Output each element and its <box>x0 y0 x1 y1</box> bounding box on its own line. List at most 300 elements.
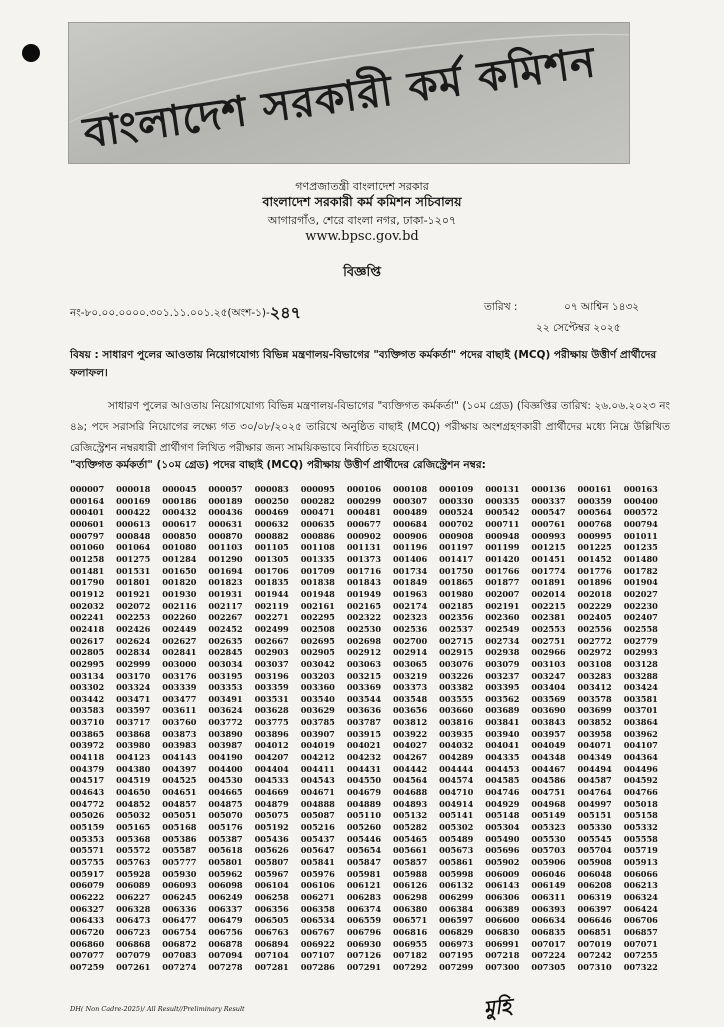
registration-number: 005572 <box>116 845 151 856</box>
registration-number: 003611 <box>162 705 197 716</box>
registration-number: 000018 <box>116 484 151 494</box>
signature: মুহি <box>482 993 513 1021</box>
registration-number: 007104 <box>254 950 289 961</box>
registration-number: 001196 <box>392 542 428 553</box>
registration-number: 004530 <box>208 775 243 786</box>
registration-number: 005151 <box>577 810 612 821</box>
registration-number: 002779 <box>623 635 658 646</box>
registration-number: 002295 <box>300 612 335 623</box>
registration-number: 007310 <box>577 961 612 972</box>
registration-number: 003717 <box>116 717 151 728</box>
registration-number: 001480 <box>623 553 658 564</box>
registration-number: 006126 <box>392 880 428 891</box>
registration-number: 004442 <box>392 763 428 774</box>
registration-number: 006079 <box>70 880 105 891</box>
registration-number: 004671 <box>300 787 335 798</box>
body-paragraph: সাধারণ পুলের আওতায় নিয়োগযোগ্য বিভিন্ন মন্ত্রণালয়-বিভাগের "ব্যক্তিগত কর্মকর্তা" (১০ম গ্রেড) (বিজ্ঞপ্তির তারিখ: ২৬.০৬.২০২৩ নং ৪৯; পদে সরাসরি নিয়োগের লক্ষ্যে গত ৩০/০৮/২০২৫ তারিখে অনুষ্ঠিত বাছাই (MCQ) পরীক্ষায় অংশগ্রহণকারী প্রার্থীদের মধ্যে নিম্নে উল্লিখিত রেজিস্ট্রেশন নম্বরধারী প্রার্থীগণ লিখিত পরীক্ষার জন্য সাময়িকভাবে নির্বাচিত হয়েছেন। <box>70 400 670 454</box>
registration-number: 003373 <box>392 682 428 693</box>
registration-number: 002322 <box>346 612 382 623</box>
registration-number: 000169 <box>116 495 151 506</box>
registration-number: 003196 <box>254 670 289 681</box>
registration-number: 005913 <box>623 857 658 867</box>
registration-number: 003701 <box>623 705 658 716</box>
registration-number: 002072 <box>116 600 151 611</box>
registration-number: 004519 <box>116 775 151 786</box>
registration-number: 005032 <box>116 810 151 821</box>
registration-number: 005026 <box>70 810 105 821</box>
registration-number: 005807 <box>254 857 289 867</box>
registration-number: 005673 <box>439 845 474 856</box>
registration-number: 007291 <box>346 961 382 972</box>
registration-number: 005282 <box>392 822 428 833</box>
registration-number: 006829 <box>439 926 474 937</box>
registration-number: 000542 <box>485 507 520 518</box>
registration-number: 004496 <box>623 763 658 774</box>
registration-number: 003283 <box>577 670 612 681</box>
registration-number: 006991 <box>485 938 520 949</box>
registration-number: 003597 <box>116 705 151 716</box>
registration-number: 006258 <box>254 891 289 902</box>
registration-number: 007286 <box>300 961 335 972</box>
registration-number: 006380 <box>392 903 428 914</box>
registration-number: 007259 <box>70 961 105 972</box>
registration-number: 000768 <box>577 518 612 529</box>
registration-number: 000307 <box>392 495 428 506</box>
registration-number: 003868 <box>116 728 151 739</box>
registration-number: 002253 <box>116 612 151 623</box>
registration-number: 004914 <box>439 798 474 809</box>
registration-number: 001131 <box>346 542 382 553</box>
registration-number: 000422 <box>116 507 151 518</box>
registration-number: 001709 <box>300 565 335 576</box>
registration-number: 001790 <box>70 577 105 588</box>
registration-number: 006796 <box>346 926 382 937</box>
registration-number: 003689 <box>485 705 520 716</box>
registration-number: 001531 <box>116 565 151 576</box>
registration-number: 002912 <box>346 647 382 658</box>
registration-number: 004289 <box>439 752 474 763</box>
registration-number: 006835 <box>531 926 566 937</box>
registration-number: 002751 <box>531 635 566 646</box>
registration-number: 000993 <box>531 530 566 541</box>
registration-number: 006723 <box>116 926 151 937</box>
registration-number: 000109 <box>439 484 474 494</box>
registration-number: 006319 <box>577 891 612 902</box>
registration-number: 006424 <box>623 903 658 914</box>
registration-number: 002635 <box>208 635 243 646</box>
registration-number: 003491 <box>208 693 243 704</box>
registration-number: 007079 <box>116 950 151 961</box>
registration-number: 005489 <box>439 833 474 844</box>
registration-number: 002715 <box>439 635 474 646</box>
registration-number: 004012 <box>254 740 289 751</box>
registration-number: 005755 <box>70 857 105 867</box>
registration-number: 002536 <box>392 623 428 634</box>
registration-number: 001843 <box>346 577 382 588</box>
registration-number: 002972 <box>577 647 612 658</box>
registration-number: 004889 <box>346 798 382 809</box>
registration-number: 007292 <box>392 961 428 972</box>
registration-number: 004710 <box>439 787 474 798</box>
registration-number: 005530 <box>531 833 566 844</box>
registration-number: 002215 <box>531 600 566 611</box>
registration-number: 006505 <box>254 915 289 926</box>
registration-number: 004968 <box>531 798 566 809</box>
registration-number: 001373 <box>346 553 382 564</box>
registration-number: 005981 <box>346 868 382 879</box>
registration-number: 002695 <box>300 635 335 646</box>
registration-number: 004766 <box>623 787 658 798</box>
registration-number: 004517 <box>70 775 105 786</box>
registration-number: 007017 <box>531 938 566 949</box>
registration-number: 006860 <box>70 938 105 949</box>
commission-banner <box>68 22 630 164</box>
registration-number-grid <box>70 484 670 974</box>
registration-number: 001865 <box>439 577 474 588</box>
registration-number: 003302 <box>70 682 105 693</box>
registration-number: 002530 <box>346 623 382 634</box>
registration-number: 004574 <box>439 775 474 786</box>
registration-number: 006868 <box>116 938 151 949</box>
registration-number: 005216 <box>300 822 335 833</box>
registration-number: 003578 <box>577 693 612 704</box>
registration-number: 003170 <box>116 670 151 681</box>
registration-number: 001694 <box>208 565 243 576</box>
registration-number: 000282 <box>300 495 335 506</box>
registration-number: 003219 <box>392 670 428 681</box>
registration-number: 000906 <box>392 530 428 541</box>
registration-number: 007242 <box>577 950 612 961</box>
registration-number: 003203 <box>300 670 335 681</box>
registration-number: 003353 <box>208 682 243 693</box>
registration-number: 005149 <box>531 810 566 821</box>
registration-number: 005165 <box>116 822 151 833</box>
registration-number: 006358 <box>300 903 335 914</box>
registration-number: 003812 <box>392 717 428 728</box>
registration-number: 001199 <box>485 542 520 553</box>
registration-number: 000401 <box>70 507 105 518</box>
registration-number: 003103 <box>531 658 566 669</box>
registration-number: 003128 <box>623 658 658 669</box>
registration-number: 000632 <box>254 518 289 529</box>
registration-number: 001948 <box>300 588 335 599</box>
registration-number: 004380 <box>116 763 151 774</box>
registration-number: 004400 <box>208 763 243 774</box>
registration-number: 006534 <box>300 915 335 926</box>
registration-number: 002267 <box>208 612 243 623</box>
registration-number: 000850 <box>162 530 197 541</box>
registration-number: 001750 <box>439 565 474 576</box>
registration-number: 002360 <box>485 612 520 623</box>
registration-number: 001105 <box>254 542 289 553</box>
registration-number: 001930 <box>162 588 197 599</box>
registration-number: 002407 <box>623 612 658 623</box>
registration-number: 004467 <box>531 763 566 774</box>
registration-number: 003395 <box>485 682 520 693</box>
registration-number: 004643 <box>70 787 105 798</box>
registration-number: 004585 <box>485 775 520 786</box>
registration-number: 006271 <box>300 891 335 902</box>
registration-number: 003890 <box>208 728 243 739</box>
registration-number: 003962 <box>623 728 658 739</box>
registration-number: 005368 <box>116 833 151 844</box>
registration-number: 004650 <box>116 787 151 798</box>
registration-number: 006384 <box>439 903 474 914</box>
registration-number: 004592 <box>623 775 658 786</box>
registration-number: 005661 <box>392 845 428 856</box>
registration-number: 003555 <box>439 693 474 704</box>
registration-number: 002230 <box>623 600 658 611</box>
registration-number: 001290 <box>208 553 243 564</box>
registration-number: 003699 <box>577 705 612 716</box>
registration-number: 000045 <box>162 484 197 494</box>
registration-number: 003785 <box>300 717 335 728</box>
registration-number: 003324 <box>116 682 151 693</box>
registration-number: 004679 <box>346 787 382 798</box>
registration-number: 002624 <box>116 635 151 646</box>
registration-number: 003424 <box>623 682 658 693</box>
registration-number: 003215 <box>346 670 382 681</box>
registration-number: 003288 <box>623 670 658 681</box>
registration-number: 001452 <box>577 553 612 564</box>
registration-number: 005323 <box>531 822 566 833</box>
registration-number: 005141 <box>439 810 474 821</box>
registration-number: 006104 <box>254 880 289 891</box>
registration-number: 000677 <box>346 518 382 529</box>
registration-number: 004852 <box>116 798 151 809</box>
registration-number: 000613 <box>116 518 151 529</box>
registration-number: 002499 <box>254 623 289 634</box>
registration-number: 005386 <box>162 833 197 844</box>
registration-number: 004587 <box>577 775 612 786</box>
registration-number: 006132 <box>439 880 474 891</box>
registration-number: 003980 <box>116 740 151 751</box>
registration-number: 001011 <box>623 530 658 541</box>
registration-number: 006477 <box>162 915 197 926</box>
registration-number: 005587 <box>162 845 197 856</box>
registration-number: 003037 <box>254 658 289 669</box>
registration-number: 001896 <box>577 577 612 588</box>
registration-number: 001877 <box>485 577 520 588</box>
registration-number: 006646 <box>577 915 612 926</box>
registration-number: 006213 <box>623 880 658 891</box>
registration-number: 002405 <box>577 612 612 623</box>
registration-number: 004364 <box>623 752 658 763</box>
registration-number: 006327 <box>70 903 105 914</box>
registration-number: 006720 <box>70 926 105 937</box>
registration-number: 007300 <box>485 961 520 972</box>
date-bangla: ০৭ আশ্বিন ১৪৩২ <box>564 301 640 313</box>
registration-number: 003660 <box>439 705 474 716</box>
registration-number: 002617 <box>70 635 105 646</box>
registration-number: 004349 <box>577 752 612 763</box>
registration-number: 002452 <box>208 623 243 634</box>
registration-number: 003690 <box>531 705 566 716</box>
registration-number: 003628 <box>254 705 289 716</box>
registration-number: 007278 <box>208 961 243 972</box>
registration-number: 004232 <box>346 752 382 763</box>
registration-number: 002027 <box>623 588 658 599</box>
registration-number: 003360 <box>300 682 335 693</box>
registration-number: 007305 <box>531 961 566 972</box>
registration-number: 004550 <box>346 775 382 786</box>
registration-number: 003841 <box>485 717 520 728</box>
registration-number: 004021 <box>346 740 382 751</box>
registration-number: 001481 <box>70 565 105 576</box>
registration-number: 004335 <box>485 752 520 763</box>
registration-number: 003983 <box>162 740 197 751</box>
registration-number: 003548 <box>392 693 428 704</box>
registration-number: 006222 <box>70 891 105 902</box>
registration-number: 006106 <box>300 880 335 891</box>
registration-number: 000908 <box>439 530 474 541</box>
registration-number: 003940 <box>485 728 520 739</box>
registration-number: 001284 <box>162 553 197 564</box>
registration-number: 004107 <box>623 740 658 751</box>
registration-number: 000601 <box>70 518 105 529</box>
registration-number: 002229 <box>577 600 612 611</box>
registration-number: 007195 <box>439 950 474 961</box>
registration-number: 005626 <box>254 845 289 856</box>
registration-number: 006048 <box>577 868 612 879</box>
registration-number: 007322 <box>623 961 658 972</box>
registration-number: 004751 <box>531 787 566 798</box>
registration-number: 005967 <box>254 868 289 879</box>
registration-number: 004879 <box>254 798 289 809</box>
registration-number: 002449 <box>162 623 197 634</box>
registration-number: 004746 <box>485 787 520 798</box>
registration-number: 000848 <box>116 530 151 541</box>
registration-number: 006559 <box>346 915 382 926</box>
registration-number: 000057 <box>208 484 243 494</box>
registration-number: 002698 <box>346 635 382 646</box>
registration-number: 003247 <box>531 670 566 681</box>
registration-number: 005558 <box>623 833 658 844</box>
registration-number: 006754 <box>162 926 197 937</box>
registration-number: 006208 <box>577 880 612 891</box>
registration-number: 004564 <box>392 775 428 786</box>
registration-number: 004212 <box>300 752 335 763</box>
registration-number: 000108 <box>392 484 428 494</box>
registration-number: 004411 <box>300 763 335 774</box>
registration-number: 002993 <box>623 647 658 658</box>
registration-number: 001420 <box>485 553 520 564</box>
registration-number: 007094 <box>208 950 243 961</box>
registration-number: 001801 <box>116 577 151 588</box>
registration-number: 003656 <box>392 705 428 716</box>
registration-number: 000335 <box>485 495 520 506</box>
registration-number: 001823 <box>208 577 243 588</box>
registration-number: 005998 <box>439 868 474 879</box>
registration-number: 004207 <box>254 752 289 763</box>
registration-number: 002191 <box>485 600 520 611</box>
registration-number: 004665 <box>208 787 243 798</box>
registration-number: 001258 <box>70 553 105 564</box>
registration-number: 004494 <box>577 763 612 774</box>
registration-number: 006571 <box>392 915 428 926</box>
registration-number: 005051 <box>162 810 197 821</box>
registration-number: 003237 <box>485 670 520 681</box>
registration-number: 004929 <box>485 798 520 809</box>
registration-number: 004348 <box>531 752 566 763</box>
registration-number: 002903 <box>254 647 289 658</box>
registration-number: 003843 <box>531 717 566 728</box>
registration-number: 004190 <box>208 752 243 763</box>
registration-number: 003477 <box>162 693 197 704</box>
registration-number: 002805 <box>70 647 105 658</box>
registration-number: 002549 <box>485 623 520 634</box>
registration-number: 006337 <box>208 903 243 914</box>
registration-number: 002905 <box>300 647 335 658</box>
subject <box>70 346 670 382</box>
registration-number: 006121 <box>346 880 382 891</box>
registration-number: 005763 <box>116 857 151 867</box>
registration-number: 006245 <box>162 891 197 902</box>
registration-number: 000797 <box>70 530 105 541</box>
registration-number: 001838 <box>300 577 335 588</box>
registration-number: 006851 <box>577 926 612 937</box>
notice-title: বিজ্ঞপ্তি <box>343 265 381 280</box>
registration-number: 001650 <box>162 565 197 576</box>
subject-label: বিষয় : <box>70 349 99 361</box>
registration-number: 005801 <box>208 857 243 867</box>
registration-number: 000136 <box>531 484 566 494</box>
registration-number: 007107 <box>300 950 335 961</box>
registration-number: 005436 <box>254 833 289 844</box>
registration-number: 000250 <box>254 495 289 506</box>
registration-number: 005962 <box>208 868 243 879</box>
registration-number: 002271 <box>254 612 289 623</box>
registration-number: 001849 <box>392 577 428 588</box>
registration-number: 001963 <box>392 588 428 599</box>
registration-number: 003972 <box>70 740 105 751</box>
registration-number: 002772 <box>577 635 612 646</box>
registration-number: 004997 <box>577 798 612 809</box>
registration-number: 001734 <box>392 565 428 576</box>
registration-number: 004453 <box>485 763 520 774</box>
registration-number: 005704 <box>577 845 612 856</box>
registration-number: 001716 <box>346 565 382 576</box>
registration-number: 003760 <box>162 717 197 728</box>
registration-number: 006816 <box>392 926 428 937</box>
registration-number: 001766 <box>485 565 520 576</box>
registration-number: 006299 <box>439 891 474 902</box>
registration-number: 000359 <box>577 495 612 506</box>
registration-number: 006857 <box>623 926 658 937</box>
registration-number: 002117 <box>208 600 243 611</box>
registration-number: 005304 <box>485 822 520 833</box>
registration-number: 004143 <box>162 752 197 763</box>
registration-number: 005647 <box>300 845 335 856</box>
header-government: গণপ্রজাতন্ত্রী বাংলাদেশ সরকার <box>295 180 429 193</box>
registration-number: 000547 <box>531 507 566 518</box>
registration-number: 005928 <box>116 868 151 879</box>
registration-number: 003896 <box>254 728 289 739</box>
registration-number: 000882 <box>254 530 289 541</box>
registration-number: 000902 <box>346 530 382 541</box>
registration-number: 002356 <box>439 612 474 623</box>
registration-number: 000164 <box>70 495 105 506</box>
registration-number: 005465 <box>392 833 428 844</box>
registration-number: 000995 <box>577 530 612 541</box>
date-gregorian: ২২ সেপ্টেম্বর ২০২৫ <box>536 322 621 334</box>
registration-number: 004543 <box>300 775 335 786</box>
registration-number: 001060 <box>70 542 105 553</box>
registration-number: 003581 <box>623 693 658 704</box>
registration-number: 005861 <box>439 857 474 867</box>
registration-number: 003864 <box>623 717 658 728</box>
registration-number: 000131 <box>485 484 520 494</box>
